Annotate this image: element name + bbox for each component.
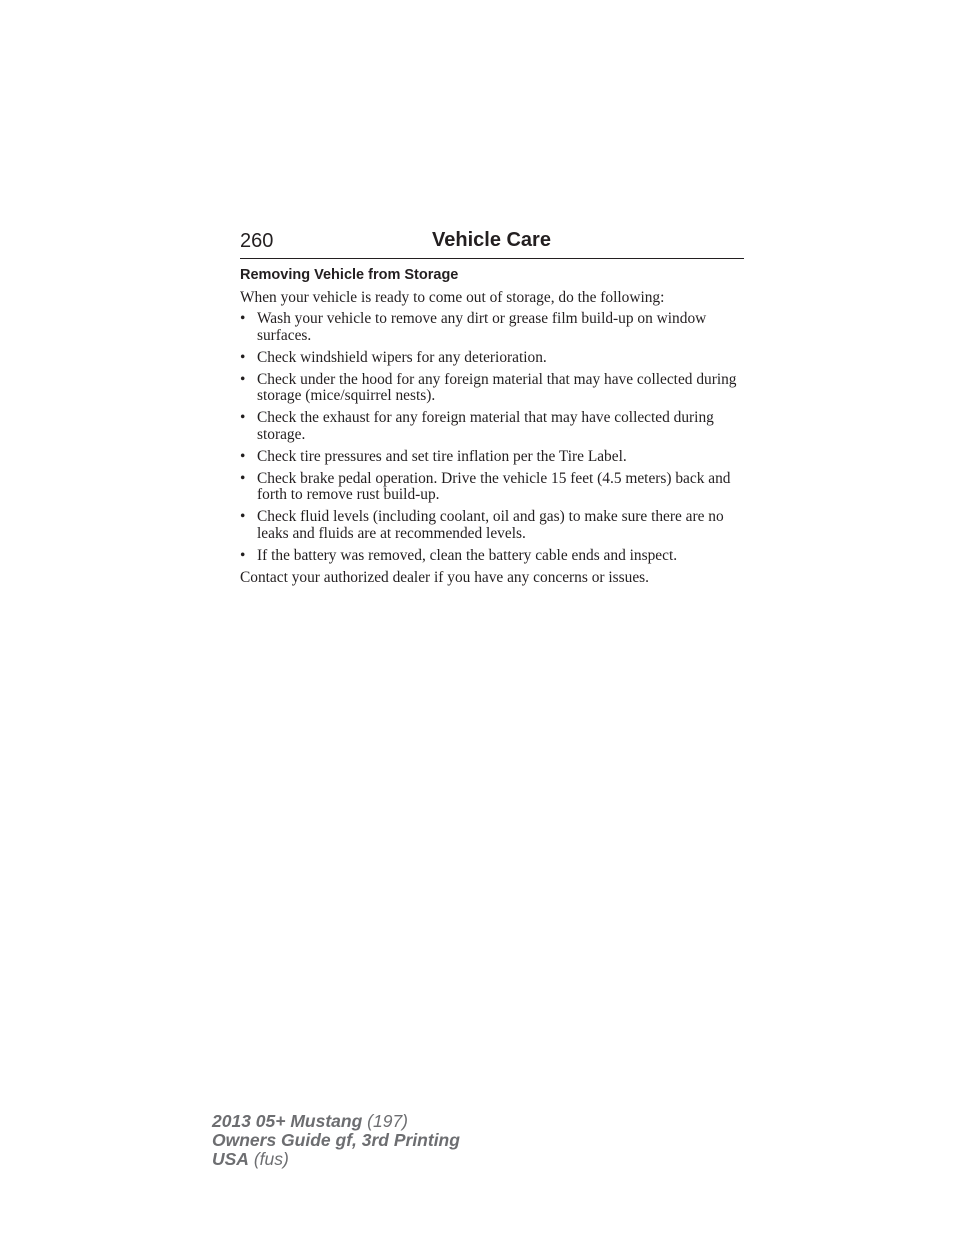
list-item-text: Check fluid levels (including coolant, oil and gas) to make sure there are no leaks and fluids are at recommended levels. [257, 508, 724, 542]
list-item [240, 471, 750, 504]
page-header [240, 228, 744, 259]
footer-model-code: (197) [367, 1111, 409, 1131]
list-item [240, 548, 750, 565]
bullet-icon: • [240, 370, 246, 388]
bullet-list [240, 311, 750, 564]
bullet-icon: • [240, 546, 246, 564]
list-item-text: Check tire pressures and set tire inflation per the Tire Label. [257, 447, 627, 465]
subheading: Removing Vehicle from Storage [240, 267, 459, 283]
footer-line-2 [212, 1131, 460, 1150]
bullet-icon: • [240, 348, 246, 366]
list-item [240, 350, 750, 367]
list-item [240, 449, 750, 466]
section-title: Vehicle Care [432, 229, 551, 251]
list-item [240, 509, 750, 542]
footer-line-3 [212, 1150, 460, 1169]
footer-guide: Owners Guide gf, 3rd Printing [212, 1130, 460, 1150]
list-item-text: Wash your vehicle to remove any dirt or grease film build-up on window surfaces. [257, 310, 707, 344]
intro-paragraph: When your vehicle is ready to come out of storage, do the following: [240, 288, 665, 306]
main-content [240, 267, 750, 586]
list-item-text: Check brake pedal operation. Drive the vehicle 15 feet (4.5 meters) back and forth to remove rust build-up. [257, 469, 731, 503]
bullet-icon: • [240, 508, 246, 525]
list-item [240, 410, 750, 443]
list-item-text: If the battery was removed, clean the battery cable ends and inspect. [257, 546, 678, 564]
closing-paragraph: Contact your authorized dealer if you have any concerns or issues. [240, 568, 649, 586]
bullet-icon: • [240, 447, 246, 465]
print-footer [212, 1112, 460, 1169]
list-item-text: Check windshield wipers for any deterioration. [257, 348, 547, 366]
list-item [240, 372, 750, 405]
bullet-icon: • [240, 469, 246, 487]
list-item-text: Check under the hood for any foreign material that may have collected during storage (mice/squirrel nests). [257, 370, 737, 404]
footer-market-code: (fus) [253, 1149, 289, 1169]
bullet-icon: • [240, 310, 246, 327]
footer-model: 2013 05+ Mustang [212, 1111, 363, 1131]
bullet-icon: • [240, 409, 246, 426]
footer-market: USA [212, 1149, 249, 1169]
page-number: 260 [240, 230, 274, 252]
footer-line-1 [212, 1112, 460, 1131]
list-item [240, 311, 750, 344]
list-item-text: Check the exhaust for any foreign material that may have collected during storage. [257, 409, 714, 443]
